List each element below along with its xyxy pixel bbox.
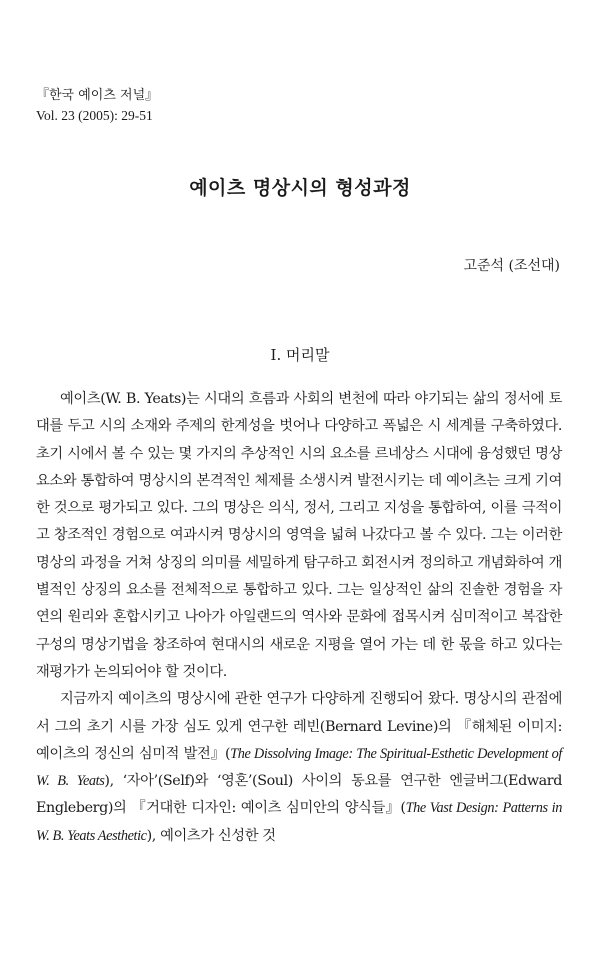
paragraph-2 [36, 686, 562, 850]
book-title-italic: The Vast Design: Patterns in W. B. Yeats Aesthetic [36, 800, 562, 844]
author: 고준석 (조선대) [463, 258, 560, 274]
text-run: 예이츠(W. B. Yeats)는 시대의 흐름과 사회의 변천에 따라 야기되는 삶의 정서에 토대를 두고 시의 소재와 주제의 한계성을 벗어나 다양하고 폭넓은 시 세계를 구축하였다. 초기 시에서 볼 수 있는 몇 가지의 추상적인 시의 요소를 르네상스 시대에 융성했던 명상 요소와 통합하여 명상시의 본격적인 체제를 소생시켜 발전시키는 데 예이츠는 크게 기여한 것으로 평가되고 있다. 그의 명상은 의식, 정서, 그리고 지성을 통합하여, 이를 극적이고 창조적인 경험으로 여과시켜 명상시의 영역을 넓혀 나갔다고 볼 수 있다. 그는 이러한 명상의 과정을 거쳐 상징의 의미를 세밀하게 탐구하고 회전시켜 정의하고 개념화하여 개별적인 상징의 요소를 전체적으로 통합하고 있다. 그는 일상적인 삶의 진솔한 경험을 자연의 원리와 혼합시키고 나아가 아일랜드의 역사와 문화에 접목시켜 심미적이고 복잡한 구성의 명상기법을 창조하여 현대시의 새로운 지평을 열어 가는 데 한 몫을 하고 있다는 재평가가 논의되어야 할 것이다. [36, 391, 562, 680]
body-text [36, 386, 562, 850]
paragraph-1 [36, 386, 562, 686]
paper-title: 예이츠 명상시의 형성과정 [189, 177, 411, 199]
text-run: ), ‘자아’(Self)와 ‘영혼’(Soul) 사이의 동요를 연구한 엔글버그(Edward Engleberg)의 『거대한 디자인: 예이츠 심미안의 양식들』( [36, 773, 562, 817]
section-heading: I. 머리말 [270, 346, 330, 364]
journal-name: 『한국 예이츠 저널』 [36, 88, 159, 103]
book-title-italic: The Dissolving Image: The Spiritual-Esthetic Development of W. B. Yeats [36, 745, 562, 790]
text-run: 지금까지 예이츠의 명상시에 관한 연구가 다양하게 진행되어 왔다. 명상시의 관점에서 그의 초기 시를 가장 심도 있게 연구한 레빈(Bernard Levine)의 『해체된 이미지: 예이츠의 정신의 심미적 발전』( [36, 691, 562, 762]
text-run: ), 예이츠가 신성한 것 [146, 827, 276, 844]
volume-info: Vol. 23 (2005): 29-51 [36, 108, 153, 123]
